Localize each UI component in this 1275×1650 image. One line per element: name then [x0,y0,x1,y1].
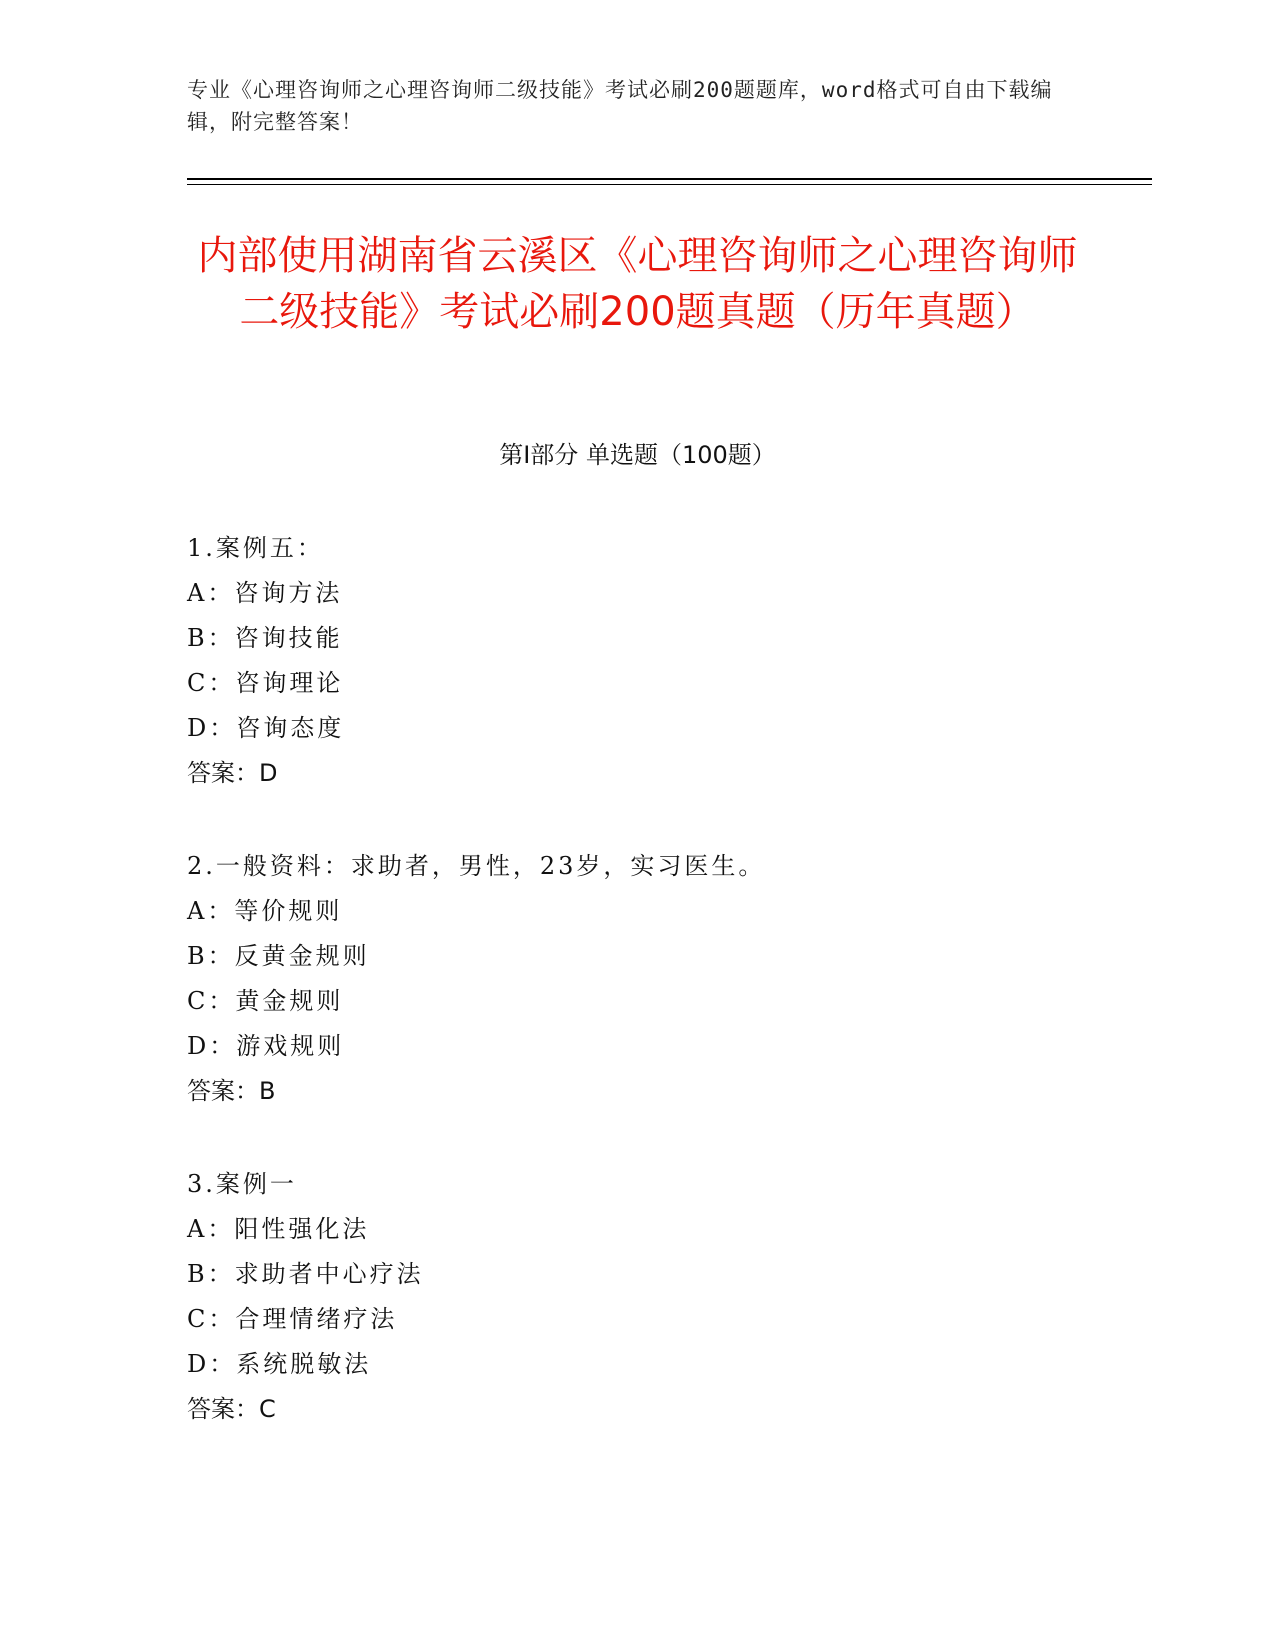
header-divider-thin [187,184,1152,185]
question-stem: 1.案例五： [187,534,324,562]
question-list [187,526,1137,1480]
header-note: 专业《心理咨询师之心理咨询师二级技能》考试必刷200题题库，word格式可自由下载编辑，附完整答案！ [187,78,1053,134]
answer-label: 答案：B [187,1077,276,1105]
option-b: B：求助者中心疗法 [187,1260,424,1288]
option-b: B：咨询技能 [187,624,343,652]
option-d: D：咨询态度 [187,714,345,742]
option-a: A：等价规则 [187,897,343,925]
option-c: C：黄金规则 [187,987,344,1015]
option-d: D：系统脱敏法 [187,1350,372,1378]
option-a: A：阳性强化法 [187,1215,370,1243]
question-2 [187,844,1137,1114]
document-title: 内部使用湖南省云溪区《心理咨询师之心理咨询师二级技能》考试必刷200题真题（历年真题） [197,233,1078,335]
question-stem: 3.案例一 [187,1170,297,1198]
option-d: D：游戏规则 [187,1032,345,1060]
section-title: 第Ⅰ部分 单选题（100题） [499,441,776,469]
question-3 [187,1162,1137,1432]
option-a: A：咨询方法 [187,579,343,607]
option-b: B：反黄金规则 [187,942,370,970]
answer-label: 答案：C [187,1395,276,1423]
option-c: C：合理情绪疗法 [187,1305,398,1333]
question-1 [187,526,1137,796]
answer-label: 答案：D [187,759,278,787]
header-divider-thick [187,178,1152,180]
option-c: C：咨询理论 [187,669,344,697]
question-stem: 2.一般资料：求助者，男性，23岁，实习医生。 [187,852,766,880]
